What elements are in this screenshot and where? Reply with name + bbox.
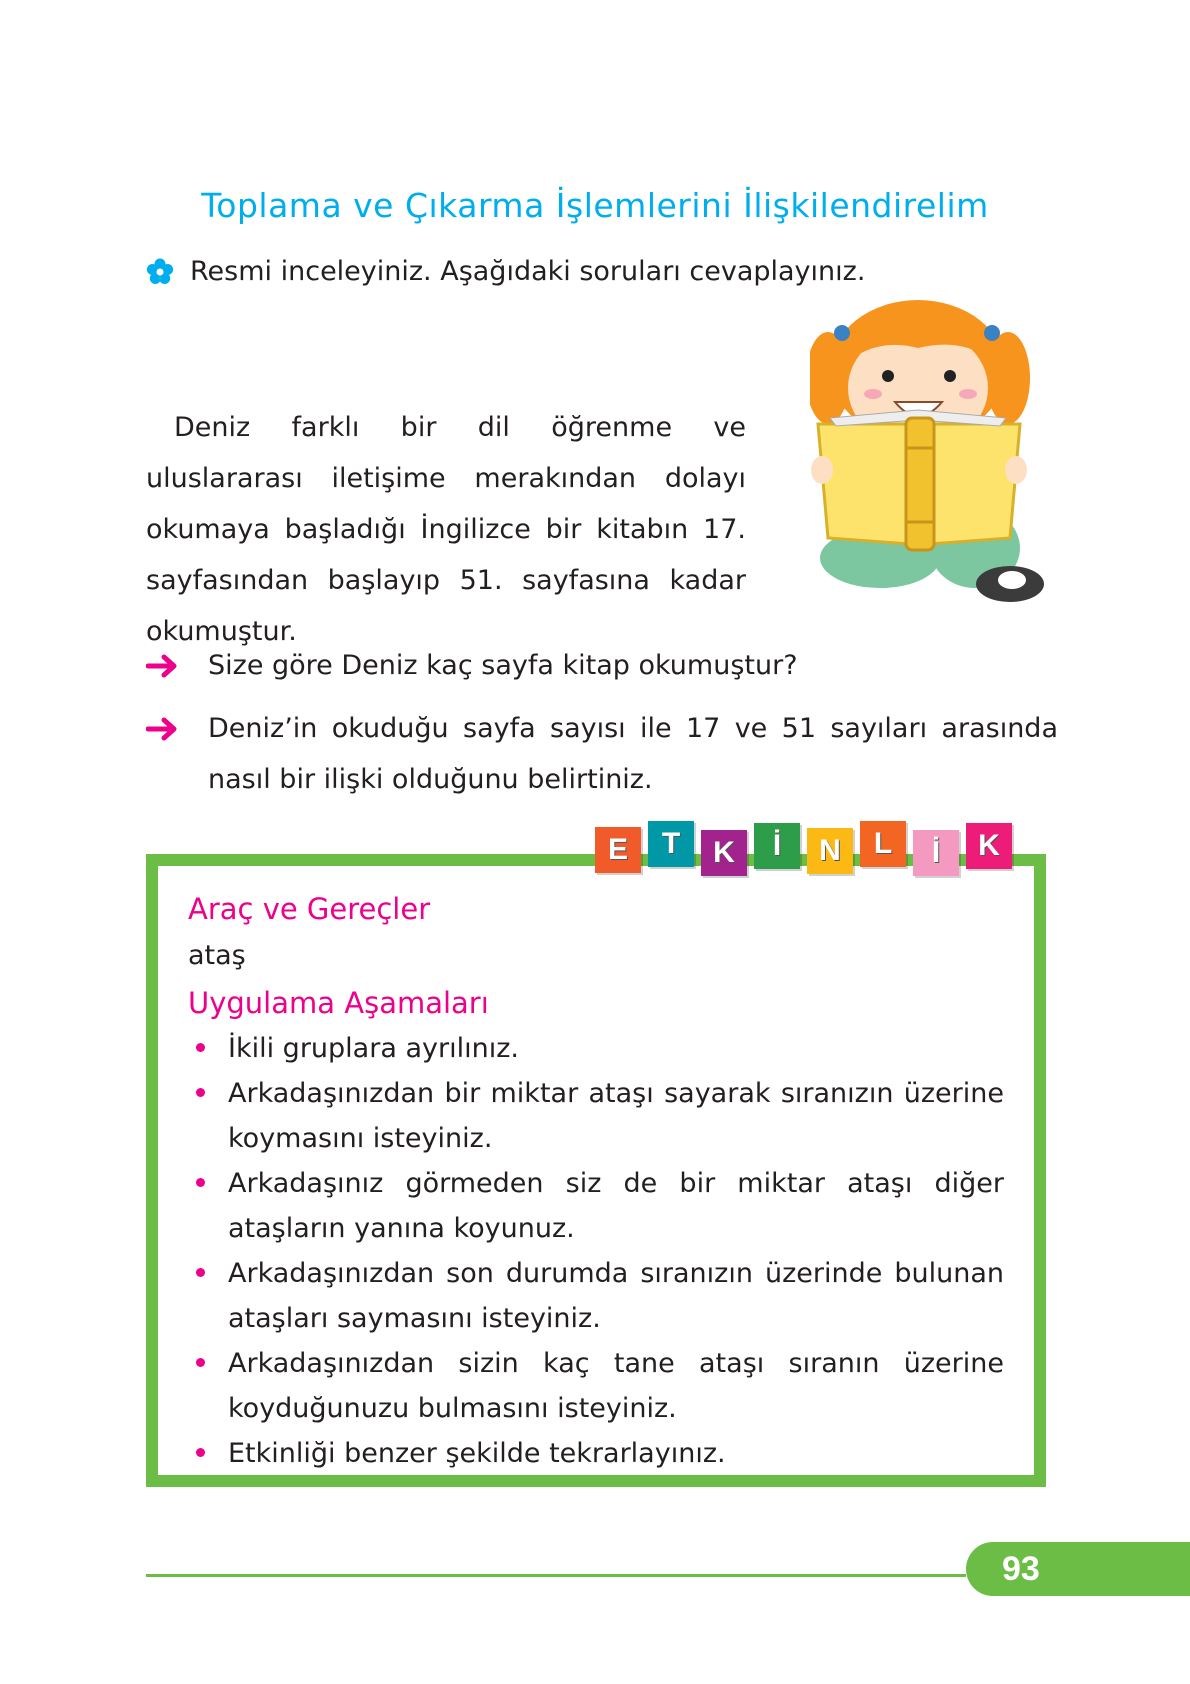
bullet-icon xyxy=(196,1268,205,1277)
badge-letter: K xyxy=(701,830,747,876)
badge-letter: L xyxy=(860,821,906,867)
tools-heading: Araç ve Gereçler xyxy=(188,892,431,926)
bullet-icon xyxy=(196,1448,205,1457)
steps-list xyxy=(188,1026,1004,1476)
step-text: Arkadaşınızdan sizin kaç tane ataşı sıranın üzerine koyduğunuzu bulmasını isteyiniz. xyxy=(228,1348,1004,1424)
page-number: 93 xyxy=(966,1542,1190,1596)
question-text: Size göre Deniz kaç sayfa kitap okumuştur? xyxy=(208,650,798,681)
list-item xyxy=(188,1026,1004,1071)
badge-letter: K xyxy=(966,823,1012,869)
list-item xyxy=(188,1071,1004,1161)
list-item xyxy=(188,1251,1004,1341)
step-text: Arkadaşınızdan bir miktar ataşı sayarak sıranızın üzerine koymasını isteyiniz. xyxy=(228,1078,1004,1154)
steps-heading: Uygulama Aşamaları xyxy=(188,986,489,1020)
badge-letter: İ xyxy=(754,823,800,869)
girl-reading-book-illustration xyxy=(810,298,1060,638)
badge-letter: E xyxy=(595,827,641,873)
footer-divider xyxy=(146,1574,966,1577)
story-paragraph xyxy=(146,402,746,657)
badge-letter: İ xyxy=(913,830,959,876)
story-text: Deniz farklı bir dil öğrenme ve uluslararası iletişime merakından dolayı okumaya başladığı İngilizce bir kitabın 17. sayfasından başlayıp 51. sayfasına kadar okumuştur. xyxy=(146,412,746,647)
step-text: Etkinliği benzer şekilde tekrarlayınız. xyxy=(228,1438,726,1469)
question-1 xyxy=(146,640,1058,691)
page-title: Toplama ve Çıkarma İşlemlerini İlişkilendirelim xyxy=(201,186,989,225)
list-item xyxy=(188,1431,1004,1476)
list-item xyxy=(188,1341,1004,1431)
step-text: İkili gruplara ayrılınız. xyxy=(228,1033,519,1064)
bullet-icon xyxy=(196,1043,205,1052)
instruction xyxy=(146,255,865,289)
bullet-icon xyxy=(196,1088,205,1097)
bullet-icon xyxy=(196,1178,205,1187)
activity-panel xyxy=(146,854,1046,1487)
arrow-right-icon xyxy=(146,654,180,678)
badge-letter: N xyxy=(807,828,853,874)
flower-icon xyxy=(146,258,174,286)
tools-text: ataş xyxy=(188,940,246,971)
step-text: Arkadaşınızdan son durumda sıranızın üzerinde bulunan ataşları saymasını isteyiniz. xyxy=(228,1258,1004,1334)
question-2 xyxy=(146,703,1058,805)
question-text: Deniz’in okuduğu sayfa sayısı ile 17 ve 51 sayıları arasında nasıl bir ilişki olduğunu belirtiniz. xyxy=(208,713,1058,795)
list-item xyxy=(188,1161,1004,1251)
bullet-icon xyxy=(196,1358,205,1367)
step-text: Arkadaşınız görmeden siz de bir miktar ataşı diğer ataşların yanına koyunuz. xyxy=(228,1168,1004,1244)
badge-letter: T xyxy=(648,821,694,867)
etkinlik-badges xyxy=(595,821,1019,876)
instruction-text: Resmi inceleyiniz. Aşağıdaki soruları cevaplayınız. xyxy=(190,256,866,287)
arrow-right-icon xyxy=(146,717,180,741)
